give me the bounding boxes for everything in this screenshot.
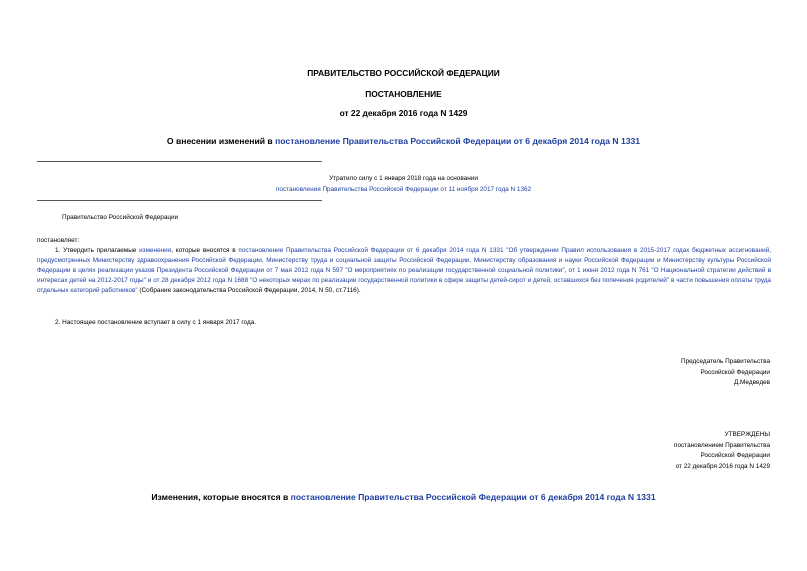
approved-date: от 22 декабря 2016 года N 1429 xyxy=(675,462,770,470)
para1-mid: , которые вносятся в xyxy=(171,247,239,254)
divider-top xyxy=(37,161,322,162)
approved-by: постановлением Правительства xyxy=(674,441,770,449)
paragraph-1 xyxy=(37,246,771,296)
divider-bottom xyxy=(37,200,322,201)
changes-title-link[interactable]: постановление Правительства Российской Федерации от 6 декабря 2014 года N 1331 xyxy=(290,492,656,502)
document-type-heading: ПОСТАНОВЛЕНИЕ xyxy=(365,89,442,99)
title-prefix: О внесении изменений в xyxy=(166,136,276,146)
changes-title xyxy=(0,492,807,502)
decree-1331-link[interactable]: постановление Правительства Российской Федерации от 6 декабря 2014 года N 1331 xyxy=(238,247,504,254)
document-date-number: от 22 декабря 2016 года N 1429 xyxy=(339,108,468,118)
title-link[interactable]: постановление Правительства Российской Федерации от 6 декабря 2014 года N 1331 xyxy=(275,136,641,146)
signature-name: Д.Медведев xyxy=(733,379,770,386)
status-note-link[interactable]: постановления Правительства Российской Федерации от 11 ноября 2017 года N 1362 xyxy=(275,186,532,193)
government-rf-label: Правительство Российской Федерации xyxy=(62,214,179,221)
para1-end: (Собрание законодательства Российской Федерации, 2014, N 50, ст.7116). xyxy=(137,287,361,294)
approved-label: УТВЕРЖДЕНЫ xyxy=(724,431,770,438)
government-heading: ПРАВИТЕЛЬСТВО РОССИЙСКОЙ ФЕДЕРАЦИИ xyxy=(307,68,500,78)
status-note-text: Утратило силу с 1 января 2018 года на основании xyxy=(329,175,478,182)
changes-title-prefix: Изменения, которые вносятся в xyxy=(151,492,291,502)
approval-block xyxy=(674,430,770,472)
signature-country: Российской Федерации xyxy=(700,368,770,376)
signature-position: Председатель Правительства xyxy=(681,358,770,365)
document-title xyxy=(0,136,807,146)
signature-block xyxy=(681,357,770,389)
resolves-label: постановляет: xyxy=(37,237,80,244)
decree-title-link[interactable]: "Об утверждении Правил использования в 2015-2017 годах бюджетных ассигнований, предусмотренных Министерству здравоохранения Российской Федерации, Министерству труда и социальной защиты Российской Федерации, Министерству образования и науки Российской Федерации и Министерству культуры Российской Федерации в целях реализации указов Президента Российской Федерации от 7 мая 2012 года N 597 "О мероприятиях по реализации государственной социальной политики", от 1 июня 2012 года N 761 "О Национальной стратегии действий в интересах детей на 2012-2017 годы" и от 28 декабря 2012 года N 1688 "О некоторых мерах по реализации государственной политики в сфере защиты детей-сирот и детей, оставшихся без попечения родителей" в части повышения оплаты труда отдельных категорий работников" xyxy=(37,247,771,294)
changes-link[interactable]: изменения xyxy=(139,247,172,254)
approved-country: Российской Федерации xyxy=(700,452,770,459)
para1-start: 1. Утвердить прилагаемые xyxy=(55,247,140,254)
paragraph-2: 2. Настоящее постановление вступает в силу с 1 января 2017 года. xyxy=(55,319,257,326)
